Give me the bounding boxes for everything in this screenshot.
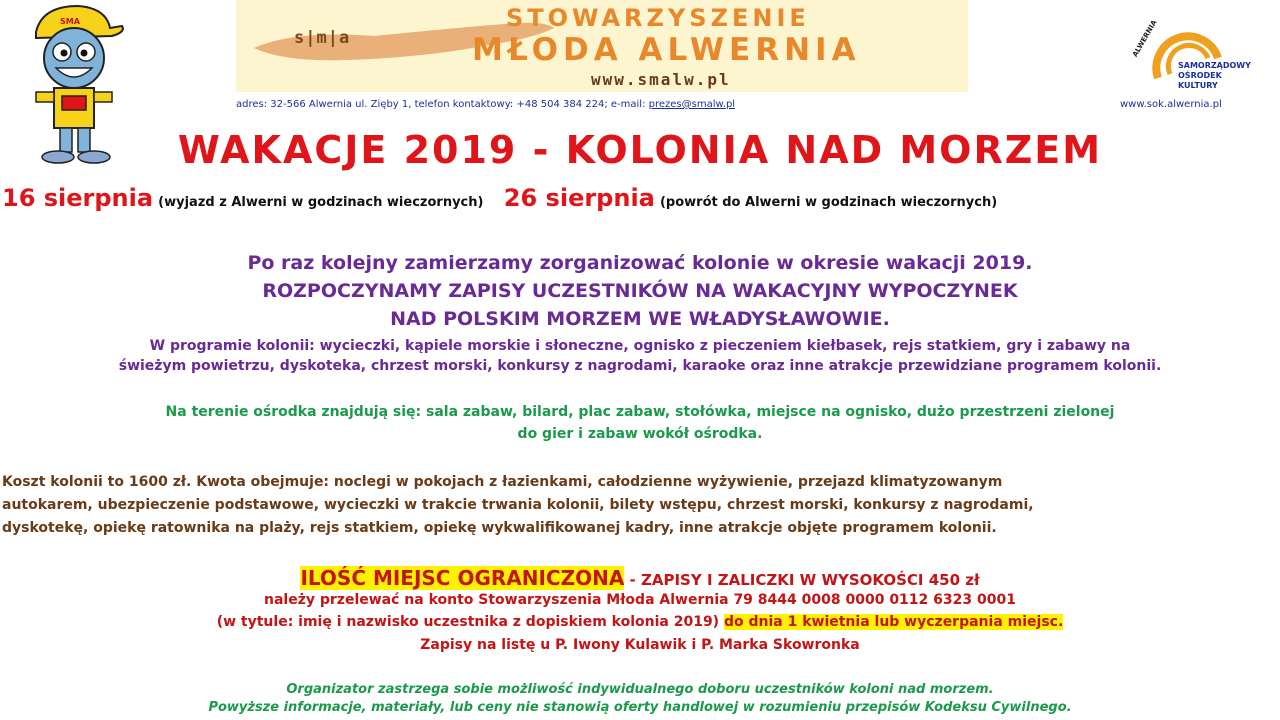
deadline-text: do dnia 1 kwietnia lub wyczerpania miejsc. xyxy=(723,614,1064,630)
facilities-line-1: Na terenie ośrodka znajdują się: sala zabaw, bilard, plac zabaw, stołówka, miejsce na ognisko, dużo przestrzeni zielonej xyxy=(165,404,1115,420)
mascot-cap-text: SMA xyxy=(60,17,80,26)
end-date: 26 sierpnia xyxy=(503,184,655,212)
trip-dates xyxy=(2,184,1280,212)
sok-logo-line1: SAMORZĄDOWY xyxy=(1178,61,1251,70)
signup-persons-line: Zapisy na listę u P. Iwony Kulawik i P. Marka Skowronka xyxy=(420,637,860,653)
org-name-line2: MŁODA ALWERNIA xyxy=(472,32,861,68)
footer-line-1: Organizator zastrzega sobie możliwość indywidualnego doboru uczestników koloni nad morzem. xyxy=(286,682,994,697)
cost-line-1: Koszt kolonii to 1600 zł. Kwota obejmuje: noclegi w pokojach z łazienkami, całodzienne wyżywienie, przejazd klimatyzowanym xyxy=(2,474,1003,490)
cost-line-2: autokarem, ubezpieczenie podstawowe, wycieczki w trakcie trwania kolonii, bilety wstępu, chrzest morski, konkursy z nagrodami, xyxy=(2,497,1034,513)
transfer-title-line xyxy=(0,614,1280,630)
contact-address-line xyxy=(236,99,986,110)
start-date: 16 sierpnia xyxy=(2,184,154,212)
sok-logo-city: ALWERNIA xyxy=(1131,18,1159,59)
program-line-2: świeżym powietrzu, dyskoteka, chrzest morski, konkursy z nagrodami, karaoke oraz inne atrakcje przewidziane programem kolonii. xyxy=(118,358,1162,374)
footer-line-2: Powyższe informacje, materiały, lub ceny nie stanowią oferty handlowej w rozumieniu przepisów Kodeksu Cywilnego. xyxy=(208,700,1072,715)
start-date-note: (wyjazd z Alwerni w godzinach wieczornych) xyxy=(158,195,484,210)
transfer-title-note: (w tytule: imię i nazwisko uczestnika z dopiskiem kolonia 2019) xyxy=(216,614,724,630)
limited-places-badge: ILOŚĆ MIEJSC OGRANICZONA xyxy=(300,566,625,590)
end-date-note: (powrót do Alwerni w godzinach wieczornych) xyxy=(659,195,998,210)
sok-website-link[interactable]: www.sok.alwernia.pl xyxy=(1120,99,1222,110)
deposit-text: - ZAPISY I ZALICZKI W WYSOKOŚCI 450 zł xyxy=(624,571,980,589)
header-banner xyxy=(236,0,968,92)
org-website[interactable]: www.smalw.pl xyxy=(591,70,731,89)
org-name-line1: STOWARZYSZENIE xyxy=(506,4,810,32)
sok-logo-line2: OŚRODEK xyxy=(1178,71,1222,80)
sok-logo-icon xyxy=(1130,18,1270,98)
smla-mark: s|m|a xyxy=(294,28,351,48)
limited-places-line xyxy=(0,566,1280,590)
contact-address-text: adres: 32-566 Alwernia ul. Zięby 1, telefon kontaktowy: +48 504 384 224; e-mail: xyxy=(236,99,646,110)
bank-account-line: należy przelewać na konto Stowarzyszenia Młoda Alwernia 79 8444 0008 0000 0112 6323 0001 xyxy=(264,592,1016,608)
page-title: WAKACJE 2019 - KOLONIA NAD MORZEM xyxy=(177,128,1103,172)
facilities-line-2: do gier i zabaw wokół ośrodka. xyxy=(517,426,763,442)
program-line-1: W programie kolonii: wycieczki, kąpiele morskie i słoneczne, ognisko z pieczeniem kiełbasek, rejs statkiem, gry i zabawy na xyxy=(149,338,1131,354)
intro-line-1: Po raz kolejny zamierzamy zorganizować kolonie w okresie wakacji 2019. xyxy=(247,252,1033,274)
intro-line-2: ROZPOCZYNAMY ZAPISY UCZESTNIKÓW NA WAKACYJNY WYPOCZYNEK xyxy=(262,280,1018,302)
contact-email-link[interactable]: prezes@smalw.pl xyxy=(648,99,736,110)
cost-line-3: dyskotekę, opiekę ratownika na plaży, rejs statkiem, opiekę wykwalifikowanej kadry, inne atrakcje objęte programem kolonii. xyxy=(2,520,997,536)
sok-logo-line3: KULTURY xyxy=(1178,81,1218,90)
intro-line-3: NAD POLSKIM MORZEM WE WŁADYSŁAWOWIE. xyxy=(390,308,890,330)
